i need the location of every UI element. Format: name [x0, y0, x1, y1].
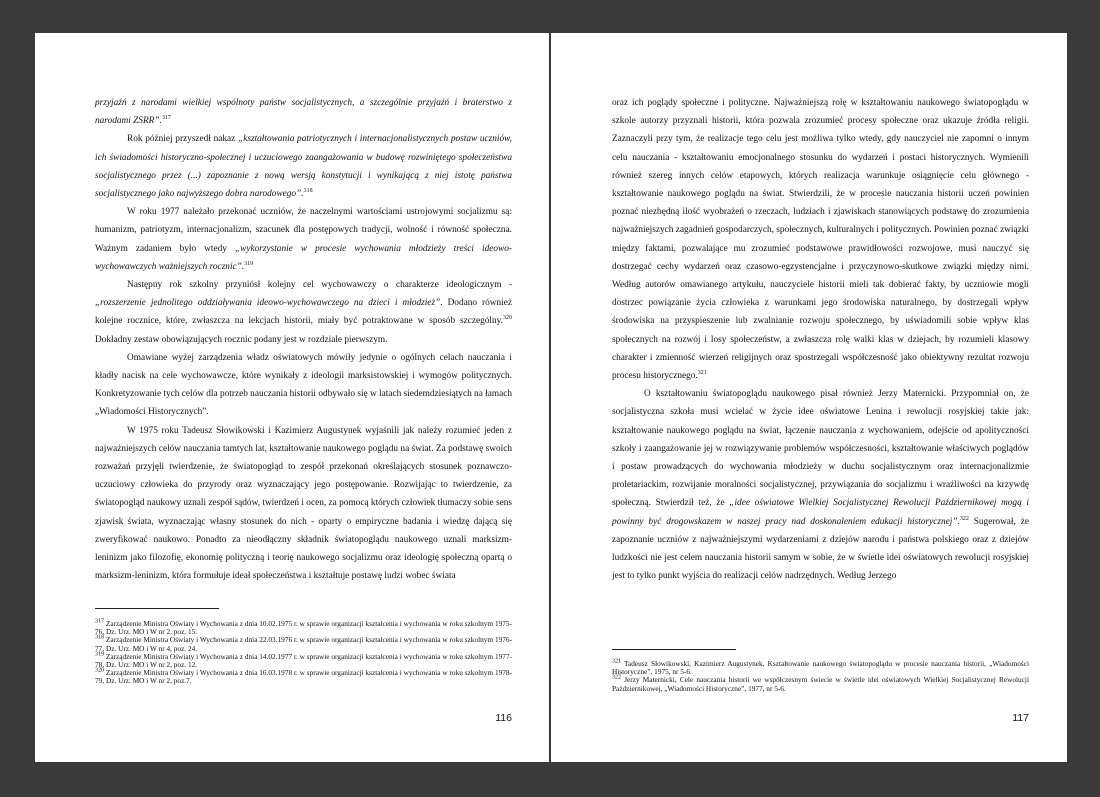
paragraph [95, 422, 512, 586]
footnote [612, 676, 1029, 692]
footnote-ref: 317 [161, 115, 171, 122]
paragraph [95, 349, 512, 422]
quote-text: „kształtowania patriotycznych i internacjonalistycznych postaw uczniów, ich świadomości historyczno-społecznej i uczuciowego zaangażowania w budowę rozwiniętego społeczeństwa socjalistycznego przez (...) zapoznanie z nową wersją konstytucji i wynikającą z niej istotę państwa socjalistycznego jako najwyższego dobra narodowego”. [95, 134, 512, 200]
footnote-number: 319 [95, 651, 104, 658]
paragraph [95, 276, 512, 349]
footnote-text: Tadeusz Słowikowski, Kazimierz Augustynek, Kształtowanie naukowego światopoglądu w procesie nauczania historii, „Wiadomości Historyczne”, 1975, nr 5-6. [612, 659, 1029, 677]
quote-text: „wykorzystanie w procesie wychowania młodzieży treści ideowo-wychowawczych ważniejszych rocznic”. [95, 243, 512, 272]
footnote-text: Zarządzenie Ministra Oświaty i Wychowania z dnia 22.03.1976 r. w sprawie organizacji kształcenia i wychowania w roku szkolnym 1976-77, Dz. Urz. MO i W nr 4, poz. 24. [95, 635, 512, 653]
footnote-ref: 320 [503, 315, 512, 322]
footnote-number: 317 [95, 618, 104, 625]
footnotes-right [612, 660, 1029, 693]
footnote-number: 322 [612, 674, 621, 681]
body-text: oraz ich poglądy społeczne i polityczne. Najważniejszą rolę w kształtowaniu naukowego światopoglądu w szkole autorzy przyznali historii, która pozwala zrozumieć procesy społeczne oraz ukazuje źródła religii. Zaznaczyli przy tym, że realizacje tego celu jest możliwa tylko wtedy, gdy nauczyciel nie zapomni o innym celu nauczania - kształtowaniu emocjonalnego stosunku do wydarzeń i postaci historycznych. Wymienili również szereg innych celów etapowych, których realizacja warunkuje osiągnięcie celu głównego - kształtowanie naukowego poglądu na świat. Stwierdzili, że w procesie nauczania historii uczeń powinien poznać niezbędną ilość wyobrażeń o rzeczach, ludziach i zjawiskach stanowiących podstawę do zrozumienia najważniejszych zagadnień gospodarczych, społecznych, kulturalnych i politycznych. Powinien poznać związki między faktami, pozwalające mu zrozumieć podstawowe prawidłowości rozwojowe, musi nauczyć się dostrzegać cechy wydarzeń oraz czasowo-egzystencjalne i przyczynowo-skutkowe związki między nimi. Według autorów omawianego artykułu, nauczyciele historii mieli tak dobierać fakty, by uczniowie mogli dostrzec powiązanie życia człowieka z warunkami jego środowiska naturalnego, by dostrzegali wpływ środowiska na przyspieszenie lub zwalnianie rozwoju społecznego, by uświadomili sobie wpływ klas społecznych na rozwój i losy społeczeństw, a zwłaszcza rolę walki klas w dziejach, by rozumieli klasowy charakter i zmienność wierzeń religijnych oraz spostrzegali współczesność jako obiektywny rezultat rozwoju procesu historycznego. [612, 98, 1029, 382]
body-text: W 1975 roku Tadeusz Słowikowski i Kazimierz Augustynek wyjaśnili jak należy rozumieć jeden z najważniejszych celów nauczania tamtych lat, kształtowanie naukowego poglądu na świat. Za podstawę swoich rozważań przyjęli twierdzenie, że światopogląd to zespół przekonań określających stosunek poznawczo-uczuciowy człowieka do przyrody oraz wyznaczający jego postępowanie. Rozwijając to twierdzenie, za światopogląd naukowy uznali zespół sądów, twierdzeń i ocen, za pomocą których człowiek tłumaczy sobie sens zjawisk świata, wyznaczając własny stosunek do nich - oparty o empiryczne badania i wiedzę dającą się zweryfikować naukowo. Ponadto za nieodłączny składnik światopoglądu naukowego uznali marksizm-leninizm jako filozofię, ekonomię polityczną i teorię naukowego socjalizmu oraz ideologię społeczną opartą o marksizm-leninizm, która formułuje ideał społeczeństwa i kształtuje postawę ludzi wobec świata [95, 425, 512, 582]
footnote-number: 321 [612, 658, 621, 665]
page-body-left [95, 94, 512, 585]
page-body-right [612, 94, 1029, 585]
footnote [612, 660, 1029, 676]
paragraph [95, 130, 512, 203]
footnote-number: 318 [95, 634, 104, 641]
footnote-separator [612, 649, 736, 650]
footnote-ref: 319 [244, 260, 254, 267]
footnote [95, 636, 512, 652]
quote-text: „idee oświatowe Wielkiej Socjalistycznej Rewolucji Październikowej mogą i powinny być drogowskazem w naszej pracy nad doskonaleniem edukacji historycznej”. [612, 498, 1029, 527]
paragraph [612, 94, 1029, 385]
body-text: O kształtowaniu światopoglądu naukowego pisał również Jerzy Maternicki. Przypomniał on, że socjalistyczna szkoła musi wcielać w życie idee oświatowe Lenina i rewolucji rosyjskiej takie jak: kształtowanie naukowego poglądu na świat, łączenie nauczania z wychowaniem, odejście od apolityczności szkoły i zaangażowanie jej w rozwiązywanie problemów współczesności, kształtowanie właściwych poglądów i postaw prowadzących do wychowania młodzieży w duchu socjalistycznym oraz internacjonalizmie proletariackim, rozwijanie moralności socjalistycznej, przywiązania do socjalizmu i wrażliwości na krzywdę społeczną. Stwierdził też, że [612, 389, 1029, 509]
body-text: . Dodano również kolejne rocznice, które, zwłaszcza na lekcjach historii, miały być potraktowane w sposób szczególny. [95, 298, 512, 327]
footnote [95, 669, 512, 685]
footnote-text: Jerzy Maternicki, Cele nauczania historii we współczesnym świecie w świetle idei oświatowych Wielkiej Socjalistycznej Rewolucji Październikowej, „Wiadomości Historyczne”, 1977, nr 5-6. [612, 675, 1029, 693]
page-116 [35, 33, 549, 762]
footnote-ref: 321 [697, 369, 707, 376]
paragraph [612, 385, 1029, 585]
footnotes-left [95, 620, 512, 686]
paragraph [95, 203, 512, 276]
footnote-ref: 318 [303, 187, 313, 194]
body-text: Omawiane wyżej zarządzenia władz oświatowych mówiły jedynie o ogólnych celach nauczania i kładły nacisk na cele wychowawcze, które wynikały z ideologii marksistowskiej i wymogów politycznych. Konkretyzowanie tych celów dla potrzeb nauczania historii odbywało się w latach siedemdziesiątych na łamach „Wiadomości Historycznych”. [95, 352, 512, 418]
paragraph [95, 94, 512, 130]
footnote-text: Zarządzenie Ministra Oświaty i Wychowania z dnia 14.02.1977 r. w sprawie organizacji kształcenia i wychowania w roku szkolnym 1977-78, Dz. Urz. MO i W nr 2, poz. 12. [95, 651, 512, 670]
body-text: W roku 1977 należało przekonać uczniów, że naczelnymi wartościami ustrojowymi socjalizmu są: humanizm, patriotyzm, internacjonalizm, szacunek dla postępowych tradycji, wolność i równość społeczna. Ważnym zadaniem było wtedy [95, 207, 512, 254]
body-text: Następny rok szkolny przyniósł kolejny cel wychowawczy o charakterze ideologicznym - [127, 280, 512, 291]
footnote-ref: 322 [959, 515, 969, 522]
body-text: Sugerował, że zapoznanie uczniów z najważniejszymi wydarzeniami z dziejów narodu i państwa polskiego oraz z dziejów ludzkości nie jest celem nauczania historii samym w sobie, że w świetle idei oświatowych rewolucji rosyjskiej jest to tylko punkt wyjścia do realizacji celów nadrzędnych. Według Jerzego [612, 516, 1029, 582]
page-number: 117 [1012, 712, 1029, 724]
page-117 [551, 33, 1067, 762]
quote-text: przyjaźń z narodami wielkiej wspólnoty państw socjalistycznych, a szczególnie przyjaźń i braterstwo z narodami ZSRR”. [95, 98, 512, 127]
footnote [95, 653, 512, 669]
footnote [95, 620, 512, 636]
footnote-text: Zarządzenie Ministra Oświaty i Wychowania z dnia 10.02.1975 r. w sprawie organizacji kształcenia i wychowania w roku szkolnym 1975-76, Dz. Urz. MO i W nr 2, poz. 15. [95, 619, 512, 637]
body-text: Dokładny zestaw obowiązujących rocznic podany jest w rozdziale pierwszym. [95, 334, 388, 345]
footnote-separator [95, 608, 219, 609]
quote-text: „rozszerzenie jednolitego oddziaływania ideowo-wychowawczego na dzieci i młodzież” [95, 298, 441, 309]
body-text: Rok później przyszedł nakaz [127, 134, 239, 145]
footnote-text: Zarządzenie Ministra Oświaty i Wychowania z dnia 16.03.1978 r. w sprawie organizacji kształcenia i wychowania w roku szkolnym 1978-79, Dz. Urz. MO i W nr 2, poz.7. [95, 668, 512, 686]
page-number: 116 [495, 712, 512, 724]
footnote-number: 320 [95, 667, 104, 674]
